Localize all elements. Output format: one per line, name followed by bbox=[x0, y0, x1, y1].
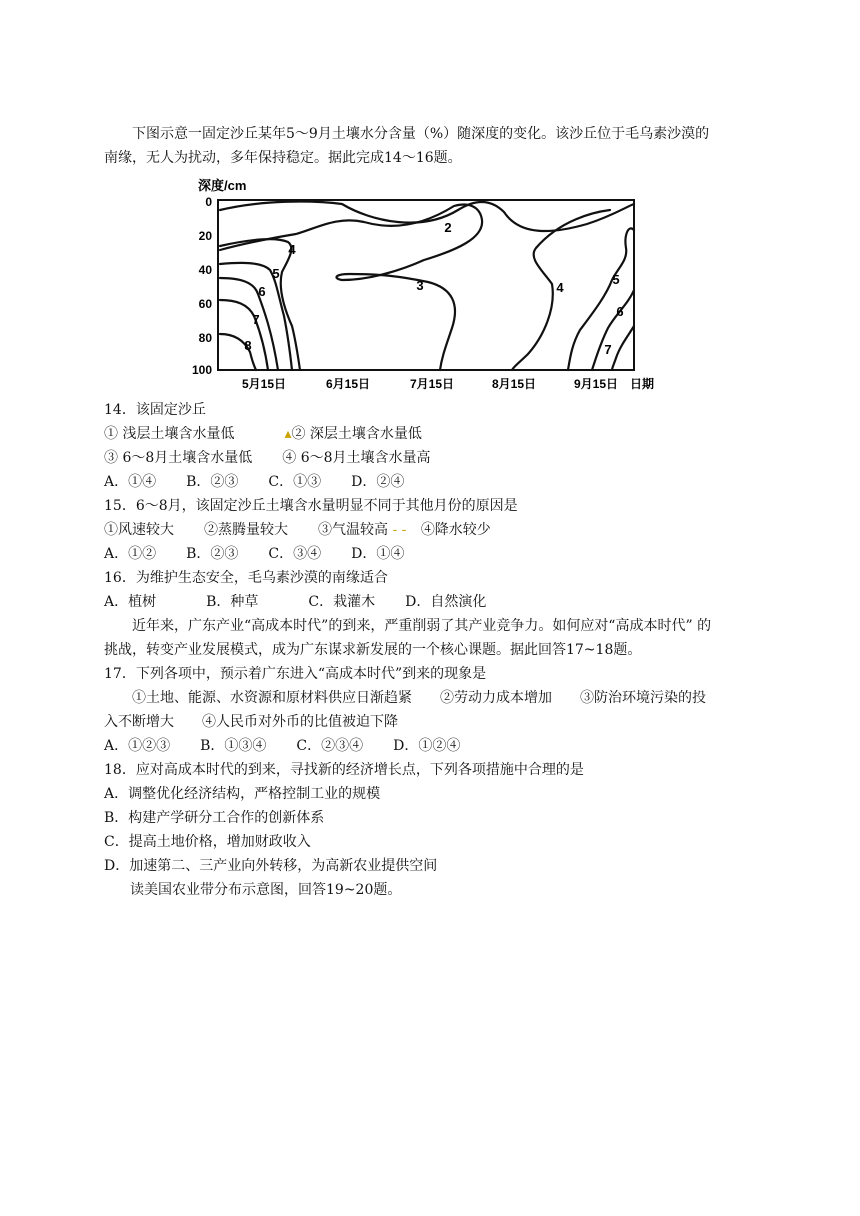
q14-choice-c[interactable]: C．①③ bbox=[268, 474, 322, 490]
contour-4-left bbox=[220, 239, 300, 370]
q16-choice-d[interactable]: D．自然演化 bbox=[405, 594, 487, 610]
q18-stem: 18．应对高成本时代的到来，寻找新的经济增长点，下列各项措施中合理的是 bbox=[104, 762, 584, 778]
q17-choices bbox=[104, 736, 460, 756]
q17-statements-line-2: 入不断增大 ④人民币对外币的比值被迫下降 bbox=[104, 714, 398, 730]
q14-choice-d[interactable]: D．②④ bbox=[351, 474, 405, 490]
contour-label-7-left: 7 bbox=[252, 312, 260, 327]
q16-choice-b[interactable]: B．种草 bbox=[206, 594, 259, 610]
x-tick-jul15: 7月15日 bbox=[409, 377, 455, 391]
q16-choice-c[interactable]: C．栽灌木 bbox=[308, 594, 376, 610]
q14-statement-3: ③ 6～8月土壤含水量低 bbox=[104, 450, 253, 466]
q17-statements-line-1: ①土地、能源、水资源和原材料供应日渐趋紧 ②劳动力成本增加 ③防治环境污染的投 bbox=[132, 690, 706, 706]
q17-choice-a[interactable]: A．①②③ bbox=[104, 738, 171, 754]
q15-statement-3: ③气温较高 bbox=[318, 522, 388, 538]
contour-label-2: 2 bbox=[444, 220, 452, 235]
q14-choice-b[interactable]: B．②③ bbox=[186, 474, 239, 490]
y-tick-40: 40 bbox=[198, 263, 212, 277]
contour-label-8: 8 bbox=[244, 338, 252, 353]
y-tick-0: 0 bbox=[205, 195, 212, 209]
contour-7-right bbox=[612, 326, 634, 370]
contour-2 bbox=[220, 202, 634, 232]
edit-mark: - - bbox=[388, 522, 411, 538]
q15-choice-d[interactable]: D．①④ bbox=[351, 546, 405, 562]
q17-choice-d[interactable]: D．①②④ bbox=[393, 738, 461, 754]
x-tick-may15: 5月15日 bbox=[241, 377, 287, 391]
soil-moisture-contour-chart bbox=[192, 176, 662, 392]
contour-label-5-right: 5 bbox=[612, 272, 620, 287]
q15-stem: 15．6～8月，该固定沙丘土壤含水量明显不同于其他月份的原因是 bbox=[104, 498, 518, 514]
q14-choices bbox=[104, 472, 404, 492]
q16-choices bbox=[104, 592, 486, 612]
q16-stem: 16．为维护生态安全，毛乌素沙漠的南缘适合 bbox=[104, 570, 388, 586]
contour-label-4-left: 4 bbox=[288, 242, 296, 257]
y-axis-label: 深度/cm bbox=[198, 178, 247, 193]
q15-choice-c[interactable]: C．③④ bbox=[268, 546, 322, 562]
contour-6-right bbox=[592, 290, 634, 370]
x-axis-label: 日期 bbox=[630, 377, 655, 391]
outro-line: 读美国农业带分布示意图，回答19~20题。 bbox=[130, 882, 402, 898]
contour-label-6-right: 6 bbox=[616, 304, 624, 319]
contour-label-6-left: 6 bbox=[258, 284, 266, 299]
q15-statement-4: ④降水较少 bbox=[420, 522, 491, 538]
q17-choice-c[interactable]: C．②③④ bbox=[296, 738, 364, 754]
x-tick-sep15: 9月15日 bbox=[573, 377, 619, 391]
passage2-line-2: 挑战，转变产业发展模式，成为广东谋求新发展的一个核心课题。据此回答17~18题。 bbox=[104, 642, 642, 658]
q14-statements-row-2 bbox=[104, 448, 431, 468]
q14-stem: 14．该固定沙丘 bbox=[104, 402, 206, 418]
contour-5-right bbox=[568, 228, 634, 370]
q15-choice-a[interactable]: A．①② bbox=[104, 546, 157, 562]
q14-statement-2: ② 深层土壤含水量低 bbox=[291, 426, 422, 442]
q15-choices bbox=[104, 544, 404, 564]
intro-line-2: 南缘，无人为扰动，多年保持稳定。据此完成14～16题。 bbox=[104, 150, 462, 166]
y-tick-60: 60 bbox=[198, 297, 212, 311]
q15-choice-b[interactable]: B．②③ bbox=[186, 546, 239, 562]
contour-6-left bbox=[220, 278, 278, 370]
contour-svg bbox=[192, 176, 662, 392]
q15-statement-2: ②蒸腾量较大 bbox=[204, 522, 288, 538]
q15-statements bbox=[104, 520, 491, 540]
q14-statement-1: ① 浅层土壤含水量低 bbox=[104, 426, 235, 442]
contour-label-5-left: 5 bbox=[272, 266, 280, 281]
contour-label-3: 3 bbox=[416, 278, 424, 293]
y-tick-80: 80 bbox=[198, 331, 212, 345]
q18-choice-c[interactable]: C．提高土地价格，增加财政收入 bbox=[104, 834, 311, 850]
q15-statement-1: ①风速较大 bbox=[104, 522, 174, 538]
q16-choice-a[interactable]: A．植树 bbox=[104, 594, 157, 610]
q17-stem: 17．下列各项中，预示着广东进入“高成本时代”到来的现象是 bbox=[104, 666, 487, 682]
contour-label-7-right: 7 bbox=[604, 342, 612, 357]
edit-mark: ▴ bbox=[284, 426, 292, 442]
q14-choice-a[interactable]: A．①④ bbox=[104, 474, 157, 490]
q14-statement-4: ④ 6～8月土壤含水量高 bbox=[282, 450, 431, 466]
q18-choice-a[interactable]: A．调整优化经济结构，严格控制工业的规模 bbox=[104, 786, 381, 802]
q18-choice-b[interactable]: B．构建产学研分工合作的创新体系 bbox=[104, 810, 325, 826]
x-tick-aug15: 8月15日 bbox=[491, 377, 537, 391]
intro-line-1: 下图示意一固定沙丘某年5～9月土壤水分含量（%）随深度的变化。该沙丘位于毛乌素沙漠的 bbox=[132, 126, 710, 142]
q14-statements-row-1 bbox=[104, 424, 422, 444]
contour-label-4-right: 4 bbox=[556, 280, 564, 295]
y-tick-100: 100 bbox=[192, 363, 212, 377]
y-tick-20: 20 bbox=[198, 229, 212, 243]
q17-choice-b[interactable]: B．①③④ bbox=[200, 738, 267, 754]
q18-choice-d[interactable]: D．加速第二、三产业向外转移，为高新农业提供空间 bbox=[104, 858, 438, 874]
x-tick-jun15: 6月15日 bbox=[325, 377, 371, 391]
passage2-line-1: 近年来，广东产业“高成本时代”的到来，严重削弱了其产业竞争力。如何应对“高成本时代” 的 bbox=[132, 618, 712, 634]
